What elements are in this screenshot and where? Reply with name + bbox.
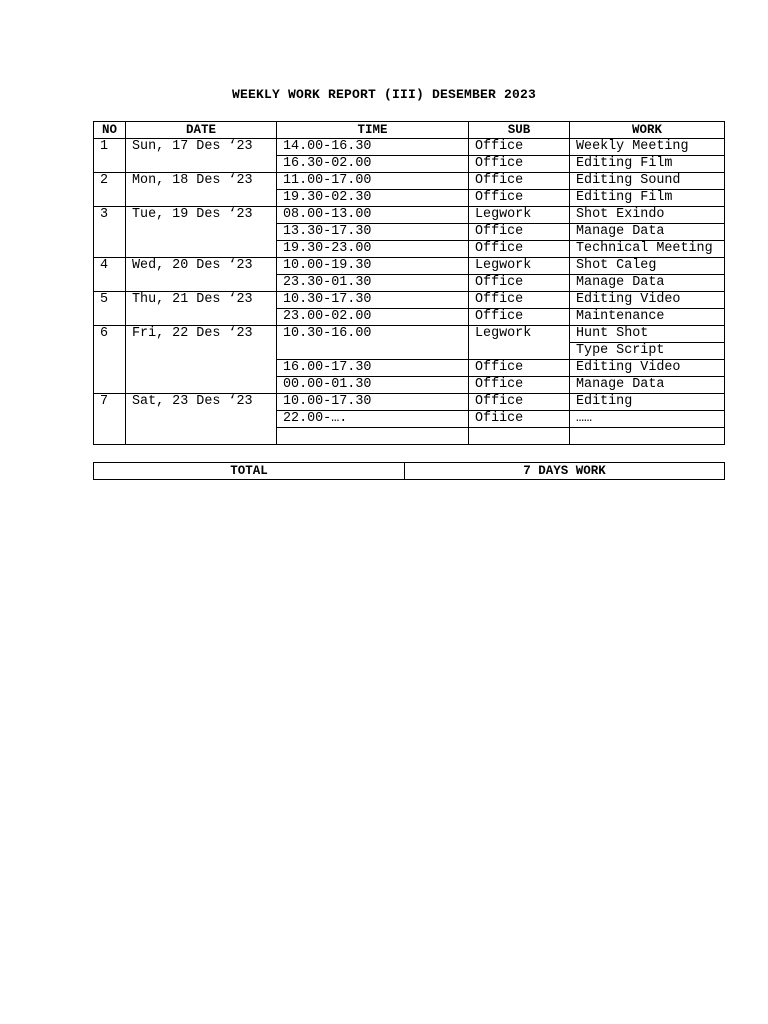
entry-work: Editing Film [570, 156, 725, 173]
header-no: NO [94, 122, 126, 139]
entry-work: Editing Sound [570, 173, 725, 190]
entry-sub: Office [469, 241, 570, 258]
entry-sub: Legwork [469, 258, 570, 275]
entry-time: 08.00-13.00 [277, 207, 469, 224]
table-row [94, 207, 725, 224]
entry-time [277, 428, 469, 445]
entry-sub: Legwork [469, 326, 570, 360]
entry-sub: Legwork [469, 207, 570, 224]
day-number: 2 [94, 173, 126, 207]
day-number: 5 [94, 292, 126, 326]
entry-sub: Office [469, 190, 570, 207]
entry-time: 13.30-17.30 [277, 224, 469, 241]
table-row [94, 394, 725, 411]
entry-sub: Office [469, 275, 570, 292]
entry-time: 10.30-17.30 [277, 292, 469, 309]
entry-sub: Office [469, 156, 570, 173]
day-number: 1 [94, 139, 126, 173]
page-title: WEEKLY WORK REPORT (III) DESEMBER 2023 [231, 87, 537, 102]
entry-work: Technical Meeting [570, 241, 725, 258]
entry-time: 23.30-01.30 [277, 275, 469, 292]
table-header-row [94, 122, 725, 139]
total-row [94, 463, 725, 480]
entry-sub: Office [469, 377, 570, 394]
entry-work: Type Script [570, 343, 725, 360]
table-row [94, 173, 725, 190]
day-date: Tue, 19 Des ‘23 [126, 207, 277, 258]
day-number: 7 [94, 394, 126, 445]
entry-sub: Office [469, 360, 570, 377]
entry-work: Shot Caleg [570, 258, 725, 275]
entry-time: 19.30-23.00 [277, 241, 469, 258]
entry-work: Shot Exindo [570, 207, 725, 224]
entry-sub: Ofiice [469, 411, 570, 428]
table-row [94, 292, 725, 309]
header-sub: SUB [469, 122, 570, 139]
entry-work: Hunt Shot [570, 326, 725, 343]
entry-time: 00.00-01.30 [277, 377, 469, 394]
entry-time: 10.00-19.30 [277, 258, 469, 275]
header-date: DATE [126, 122, 277, 139]
entry-time: 19.30-02.30 [277, 190, 469, 207]
entry-sub [469, 428, 570, 445]
entry-time: 23.00-02.00 [277, 309, 469, 326]
entry-sub: Office [469, 173, 570, 190]
entry-work: Maintenance [570, 309, 725, 326]
day-date: Thu, 21 Des ‘23 [126, 292, 277, 326]
day-date: Sat, 23 Des ‘23 [126, 394, 277, 445]
entry-work: …… [570, 411, 725, 428]
entry-work: Editing Video [570, 360, 725, 377]
day-date: Fri, 22 Des ‘23 [126, 326, 277, 394]
entry-work: Editing Video [570, 292, 725, 309]
total-value: 7 DAYS WORK [405, 463, 725, 480]
entry-time: 10.00-17.30 [277, 394, 469, 411]
entry-work: Manage Data [570, 224, 725, 241]
entry-sub: Office [469, 394, 570, 411]
table-row [94, 139, 725, 156]
table-row [94, 258, 725, 275]
header-time: TIME [277, 122, 469, 139]
entry-time: 16.30-02.00 [277, 156, 469, 173]
entry-time: 10.30-16.00 [277, 326, 469, 360]
entry-sub: Office [469, 224, 570, 241]
entry-work: Manage Data [570, 275, 725, 292]
header-work: WORK [570, 122, 725, 139]
entry-time: 22.00-…. [277, 411, 469, 428]
total-label: TOTAL [94, 463, 405, 480]
day-date: Sun, 17 Des ‘23 [126, 139, 277, 173]
entry-sub: Office [469, 292, 570, 309]
day-number: 6 [94, 326, 126, 394]
total-table [93, 462, 725, 480]
work-report-table [93, 121, 725, 445]
entry-work [570, 428, 725, 445]
entry-time: 11.00-17.00 [277, 173, 469, 190]
day-number: 3 [94, 207, 126, 258]
day-number: 4 [94, 258, 126, 292]
entry-work: Weekly Meeting [570, 139, 725, 156]
day-date: Wed, 20 Des ‘23 [126, 258, 277, 292]
entry-time: 14.00-16.30 [277, 139, 469, 156]
entry-work: Manage Data [570, 377, 725, 394]
entry-work: Editing [570, 394, 725, 411]
entry-sub: Office [469, 139, 570, 156]
entry-work: Editing Film [570, 190, 725, 207]
day-date: Mon, 18 Des ‘23 [126, 173, 277, 207]
entry-time: 16.00-17.30 [277, 360, 469, 377]
table-row [94, 326, 725, 343]
entry-sub: Office [469, 309, 570, 326]
